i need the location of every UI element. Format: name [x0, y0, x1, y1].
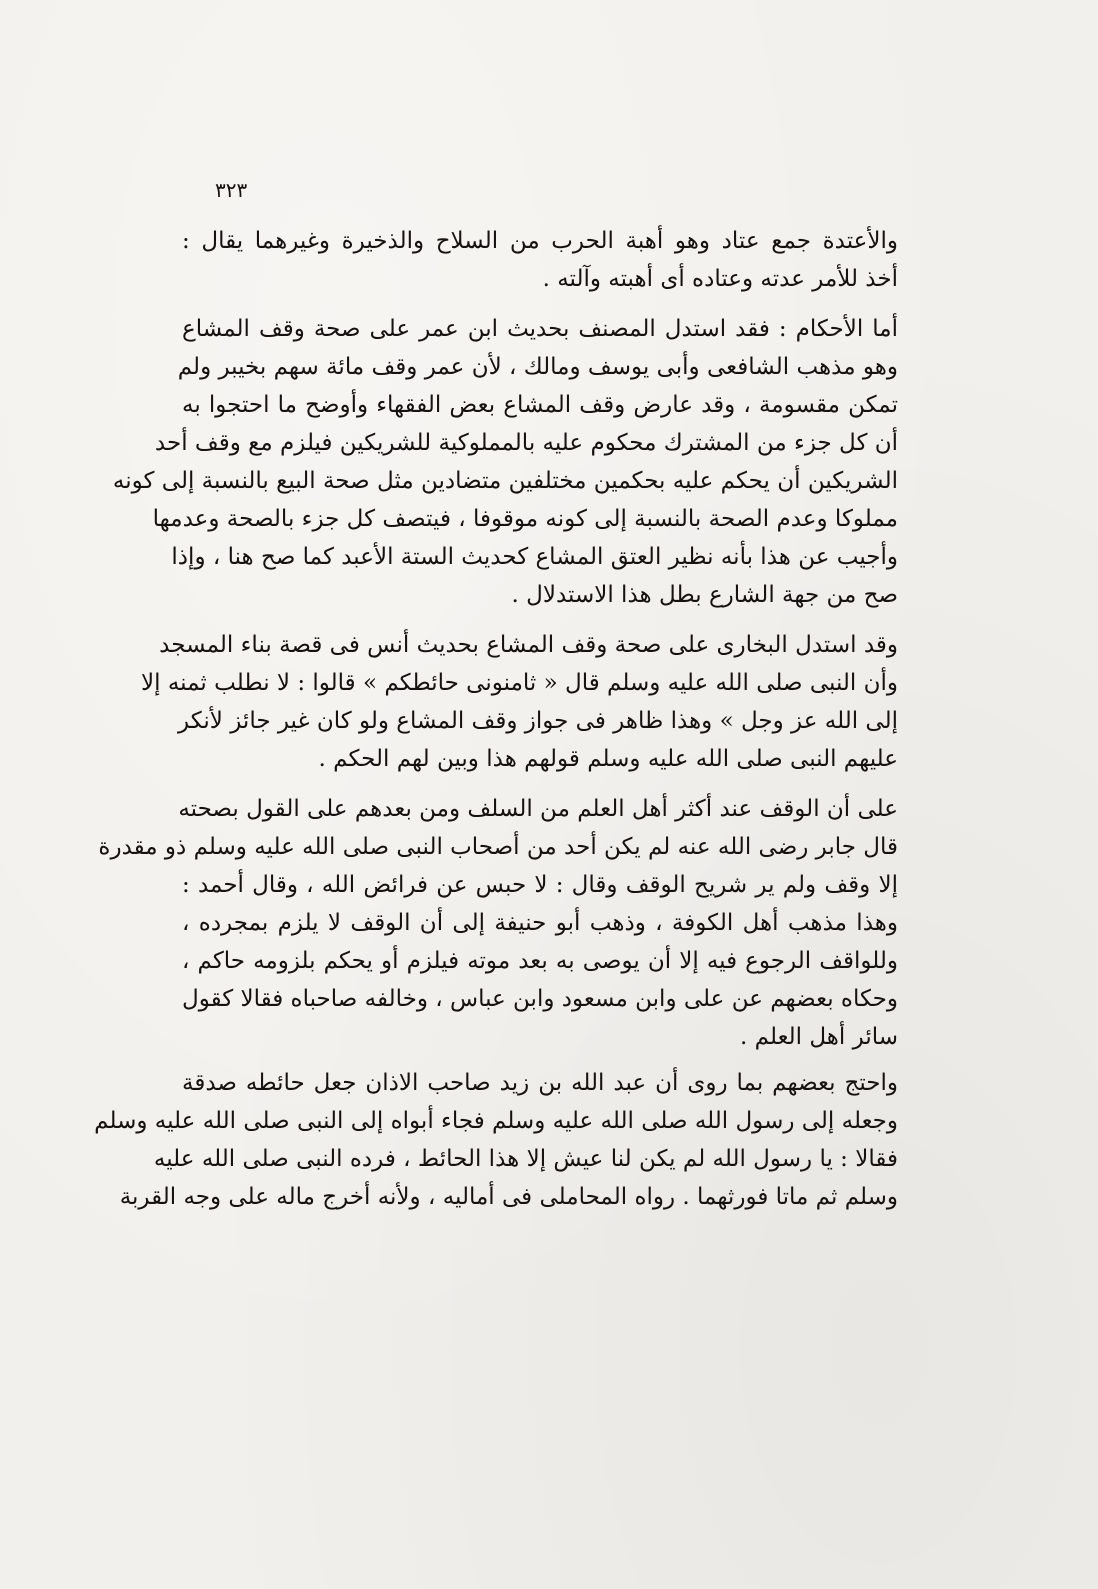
text-line: وسلم ثم ماتا فورثهما . رواه المحاملى فى أماليه ، ولأنه أخرج ماله على وجه القربة	[119, 1184, 898, 1210]
text-line: على أن الوقف عند أكثر أهل العلم من السلف ومن بعدهم على القول بصحته	[178, 796, 898, 822]
text-line: وحكاه بعضهم عن على وابن مسعود وابن عباس ، وخالفه صاحباه فقالا كقول	[182, 986, 898, 1012]
text-line: واحتج بعضهم بما روى أن عبد الله بن زيد صاحب الاذان جعل حائطه صدقة	[182, 1070, 898, 1096]
text-line: وجعله إلى رسول الله صلى الله عليه وسلم فجاء أبواه إلى النبى صلى الله عليه وسلم	[94, 1108, 898, 1134]
page-number: ٣٢٣	[215, 178, 248, 202]
paragraph-gap	[182, 298, 898, 310]
text-line: مملوكا وعدم الصحة بالنسبة إلى كونه موقوفا ، فيتصف كل جزء بالصحة وعدمها	[152, 506, 898, 532]
text-line: وللواقف الرجوع فيه إلا أن يوصى به بعد موته فيلزم أو يحكم بلزومه حاكم ،	[182, 948, 898, 974]
text-line: والأعتدة جمع عتاد وهو أهبة الحرب من السلاح والذخيرة وغيرهما يقال :	[182, 228, 898, 254]
text-line: فقالا : يا رسول الله لم يكن لنا عيش إلا هذا الحائط ، فرده النبى صلى الله عليه	[153, 1146, 898, 1172]
text-line: أن كل جزء من المشترك محكوم عليه بالمملوكية للشريكين فيلزم مع وقف أحد	[154, 430, 898, 456]
paragraph-scholars	[98, 790, 898, 1056]
text-line: صح من جهة الشارع بطل هذا الاستدلال .	[511, 582, 898, 608]
text-line: الشريكين أن يحكم عليه بحكمين مختلفين متضادين مثل صحة البيع بالنسبة إلى كونه	[112, 468, 898, 494]
text-line: وهو مذهب الشافعى وأبى يوسف ومالك ، لأن عمر وقف مائة سهم بخيبر ولم	[177, 354, 898, 380]
paragraph-gap	[182, 614, 898, 626]
paragraph-argument	[94, 1064, 898, 1216]
text-line: تمكن مقسومة ، وقد عارض وقف المشاع بعض الفقهاء وأوضح ما احتجوا به	[182, 392, 898, 418]
body-text	[94, 222, 898, 1216]
paragraph-gap	[182, 778, 898, 790]
text-line: سائر أهل العلم .	[740, 1024, 898, 1050]
text-line: إلى الله عز وجل » وهذا ظاهر فى جواز وقف المشاع ولو كان غير جائز لأنكر	[178, 708, 898, 734]
paragraph-rulings	[112, 310, 898, 614]
text-line: وقد استدل البخارى على صحة وقف المشاع بحديث أنس فى قصة بناء المسجد	[159, 632, 898, 658]
text-line: أما الأحكام : فقد استدل المصنف بحديث ابن عمر على صحة وقف المشاع	[182, 316, 898, 342]
paragraph-bukhari	[141, 626, 898, 778]
text-line: عليهم النبى صلى الله عليه وسلم قولهم هذا وبين لهم الحكم .	[318, 746, 898, 772]
text-line: وأجيب عن هذا بأنه نظير العتق المشاع كحديث الستة الأعبد كما صح هنا ، وإذا	[171, 544, 898, 570]
text-line: وأن النبى صلى الله عليه وسلم قال « ثامنونى حائطكم » قالوا : لا نطلب ثمنه إلا	[141, 670, 898, 696]
paragraph-definition	[182, 222, 898, 298]
paragraph-gap	[182, 1056, 898, 1064]
text-line: أخذ للأمر عدته وعتاده أى أهبته وآلته .	[542, 266, 898, 292]
text-line: قال جابر رضى الله عنه لم يكن أحد من أصحاب النبى صلى الله عليه وسلم ذو مقدرة	[98, 834, 898, 860]
text-line: وهذا مذهب أهل الكوفة ، وذهب أبو حنيفة إلى أن الوقف لا يلزم بمجرده ،	[182, 910, 898, 936]
text-line: إلا وقف ولم ير شريح الوقف وقال : لا حبس عن فرائض الله ، وقال أحمد :	[182, 872, 898, 898]
